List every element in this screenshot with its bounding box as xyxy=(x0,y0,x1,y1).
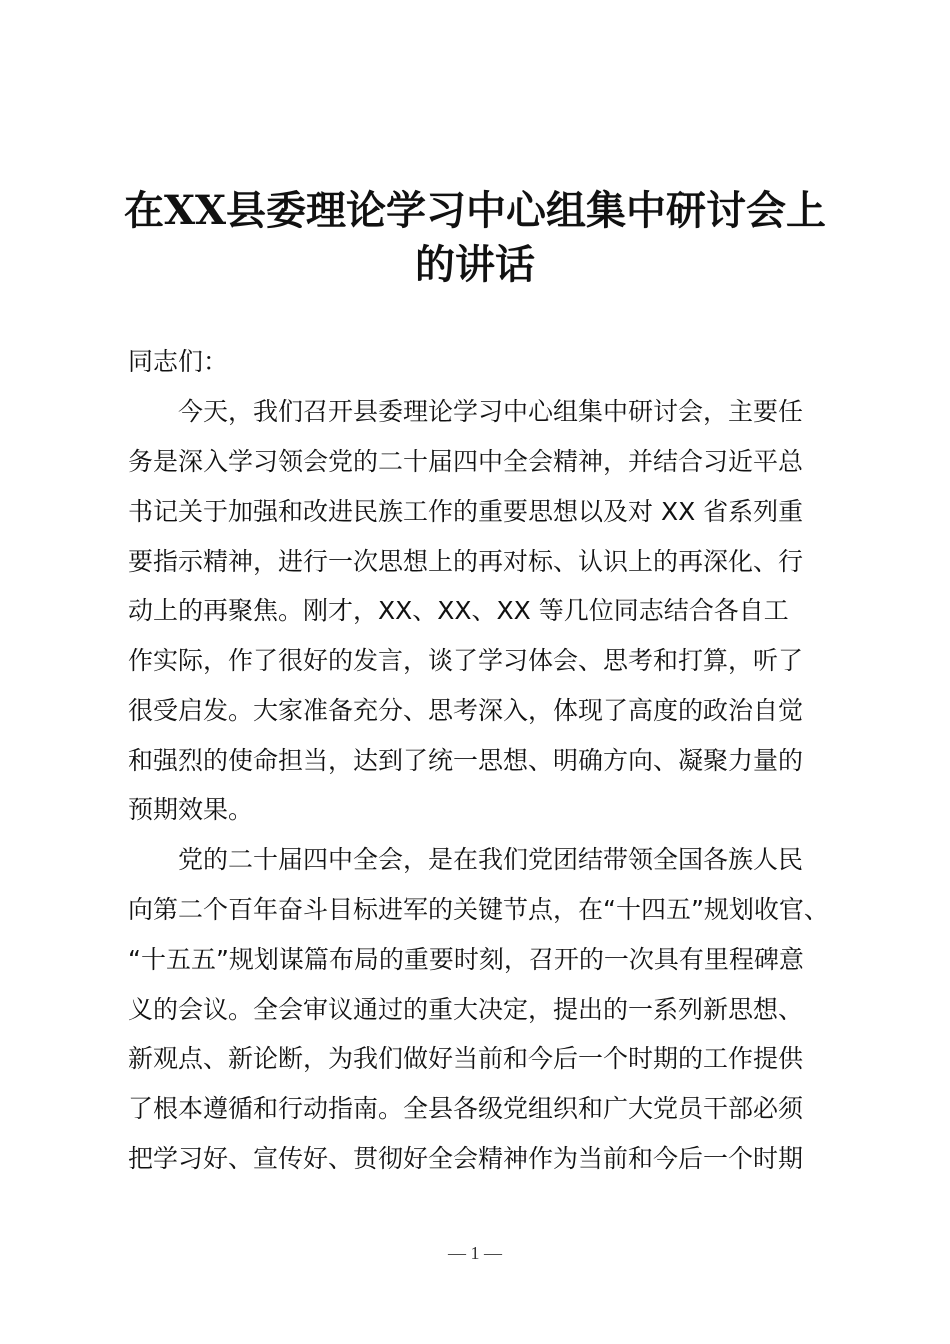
paragraph-line: 今天，我们召开县委理论学习中心组集中研讨会，主要任 xyxy=(178,397,804,426)
paragraph-line: 新观点、新论断，为我们做好当前和今后一个时期的工作提供 xyxy=(128,1044,804,1073)
paragraph-line: 了根本遵循和行动指南。全县各级党组织和广大党员干部必须 xyxy=(128,1094,804,1123)
paragraph-line: 和强烈的使命担当，达到了统一思想、明确方向、凝聚力量的 xyxy=(128,746,804,775)
paragraph-line: 预期效果。 xyxy=(128,795,254,824)
paragraph-line: 义的会议。全会审议通过的重大决定，提出的一系列新思想、 xyxy=(128,995,804,1024)
paragraph-line: 很受启发。大家准备充分、思考深入，体现了高度的政治自觉 xyxy=(128,696,804,725)
paragraph-line: 要指示精神，进行一次思想上的再对标、认识上的再深化、行 xyxy=(128,547,804,576)
paragraph-line: 党的二十届四中全会，是在我们党团结带领全国各族人民 xyxy=(178,845,804,874)
paragraph-line: 务是深入学习领会党的二十届四中全会精神，并结合习近平总 xyxy=(128,447,804,476)
document-title xyxy=(100,184,850,292)
paragraph-line: “十五五”规划谋篇布局的重要时刻，召开的一次具有里程碑意 xyxy=(128,945,804,974)
title-line-2: 的讲话 xyxy=(415,241,535,288)
salutation: 同志们： xyxy=(128,347,229,376)
page-number: — 1 — xyxy=(448,1243,502,1263)
title-line-1: 在XX县委理论学习中心组集中研讨会上 xyxy=(123,187,827,234)
paragraph-line: 动上的再聚焦。刚才，XX、XX、XX 等几位同志结合各自工 xyxy=(128,596,789,625)
paragraph-line: 书记关于加强和改进民族工作的重要思想以及对 XX 省系列重 xyxy=(128,497,804,526)
paragraph-line: 把学习好、宣传好、贯彻好全会精神作为当前和今后一个时期 xyxy=(128,1144,804,1173)
paragraph-line: 向第二个百年奋斗目标进军的关键节点，在“十四五”规划收官、 xyxy=(128,895,829,924)
paragraph-line: 作实际，作了很好的发言，谈了学习体会、思考和打算，听了 xyxy=(128,646,804,675)
